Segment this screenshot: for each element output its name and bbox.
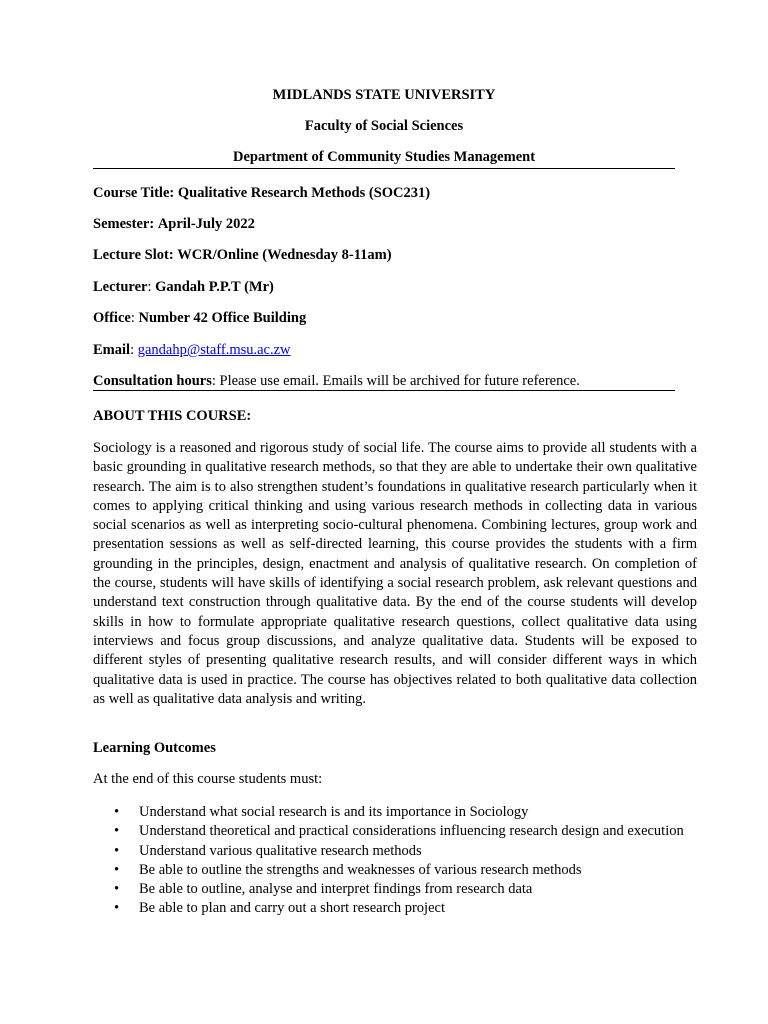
bullet-icon: • [114, 804, 120, 820]
course-title-value: Qualitative Research Methods (SOC231) [177, 185, 431, 201]
email-label: Email [93, 342, 131, 358]
learning-outcomes-heading: Learning Outcomes [93, 740, 216, 756]
about-heading: ABOUT THIS COURSE: [93, 408, 252, 424]
department-name: Department of Community Studies Management [232, 149, 536, 165]
lecture-slot-line [93, 247, 693, 264]
list-item: • Be able to outline, analyse and interpret findings from research data [93, 880, 697, 899]
bullet-icon: • [114, 900, 120, 917]
course-title-label: Course Title: [93, 185, 175, 201]
bullet-icon: • [114, 823, 120, 840]
consultation-value: Please use email. Emails will be archived for future reference. [219, 373, 580, 389]
course-title-line [93, 185, 693, 202]
list-item: • Understand what social research is and its importance in Sociology [93, 803, 697, 822]
bullet-icon: • [114, 881, 120, 898]
faculty-name: Faculty of Social Sciences [304, 118, 464, 134]
semester-label: Semester: [93, 216, 155, 232]
list-item: • Be able to plan and carry out a short research project [93, 899, 697, 918]
bullet-icon: • [114, 842, 120, 859]
office-label: Office [93, 310, 131, 326]
learning-outcomes-list [93, 803, 697, 919]
info-divider [93, 390, 675, 391]
list-item: • Be able to outline the strengths and weaknesses of various research methods [93, 861, 697, 880]
office-line: Office: Number 42 Office Building [93, 310, 307, 326]
email-line: Email: gandahp@staff.msu.ac.zw [93, 342, 291, 358]
about-paragraph: Sociology is a reasoned and rigorous study of social life. The course aims to provide all students with a basic grounding in qualitative research methods, so that they are able to undertake their own qualitative research. The aim is to also strengthen student’s foundations in qualitative research particularly when it comes to applying critical thinking and using various research methods in collecting data in various social scenarios as well as interpreting socio-cultural phenomena. Combining lectures, group work and presentation sessions as well as self-directed learning, this course provides the students with a firm grounding in the principles, design, enactment and analysis of qualitative research. On completion of the course, students will have skills of identifying a social research problem, ask relevant questions and understand text construction through qualitative data. By the end of the course students will develop skills in how to formulate appropriate qualitative research questions, collect qualitative data using interviews and focus group discussions, and analyze qualitative data. Students will be exposed to different styles of presenting qualitative research results, and will consider different ways in which qualitative data is used in practice. The course has objectives related to both qualitative data collection as well as qualitative data analysis and writing. [93, 440, 697, 707]
lecturer-value: Gandah P.P.T (Mr) [155, 279, 274, 295]
lecture-slot-value: WCR/Online (Wednesday 8-11am) [177, 247, 392, 263]
lecturer-label: Lecturer [93, 279, 148, 295]
semester-line [93, 216, 693, 233]
consultation-line: Consultation hours: Please use email. Emails will be archived for future reference. [93, 373, 580, 389]
list-item: • Understand theoretical and practical considerations influencing research design and execution [93, 822, 697, 841]
list-item: • Understand various qualitative research methods [93, 842, 697, 861]
lecture-slot-label: Lecture Slot: [93, 247, 174, 263]
learning-outcomes-intro: At the end of this course students must: [93, 771, 323, 787]
university-name: MIDLANDS STATE UNIVERSITY [272, 87, 496, 103]
bullet-icon: • [114, 861, 120, 878]
consultation-label: Consultation hours [93, 373, 212, 389]
semester-value: April-July 2022 [157, 216, 255, 232]
office-value: Number 42 Office Building [138, 310, 307, 326]
lecturer-line: Lecturer: Gandah P.P.T (Mr) [93, 279, 274, 295]
email-link[interactable]: gandahp@staff.msu.ac.zw [137, 342, 291, 358]
header-divider [93, 168, 675, 169]
